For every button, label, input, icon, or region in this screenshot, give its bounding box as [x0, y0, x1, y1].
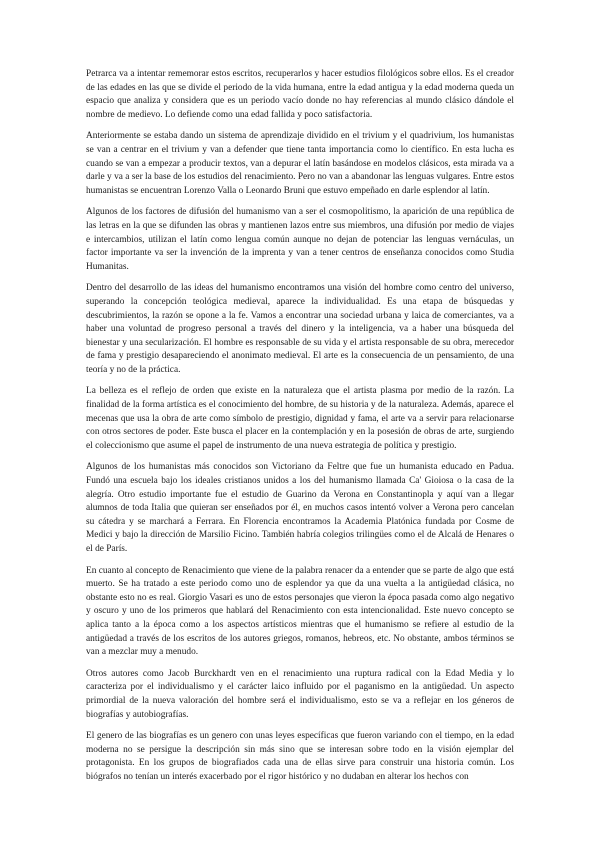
- paragraph-biografias: El genero de las biografías es un genero con unas leyes específicas que fueron variando con el tiempo, en la edad moderna no se persigue la descripción sin más sino que se interesan sobre todo en la visión ejemplar del protagonista. En los grupos de biografiados cada una de ellas sirve para construir una historia común. Los biógrafos no tenían un interés exacerbado por el rigor histórico y no dudaban en alterar los hechos con: [86, 731, 514, 782]
- paragraph-burckhardt: Otros autores como Jacob Burckhardt ven en el renacimiento una ruptura radical con la Edad Media y lo caracteriza por el individualismo y el carácter laico influido por el paganismo en la antigüedad. Un aspecto primordial de la nueva valoración del hombre será el individualismo, esto se va a reflejar en los géneros de biografías y autobiografías.: [86, 668, 514, 720]
- paragraph-belleza: La belleza es el reflejo de orden que existe en la naturaleza que el artista plasma por medio de la razón. La finalidad de la forma artística es el conocimiento del hombre, de su historia y de la naturaleza. Además, aparece el mecenas que usa la obra de arte como símbolo de prestigio, dignidad y fama, el arte va a servir para relacionarse con otros sectores de poder. Este busca el placer en la contemplación y en la posesión de obras de arte, surgiendo el coleccionismo que asume el papel de instrumento de una nueva estrategia de política y prestigio.: [86, 386, 514, 451]
- paragraph-renacimiento: En cuanto al concepto de Renacimiento que viene de la palabra renacer da a entender que se parte de algo que está muerto. Se ha tratado a este periodo como uno de esplendor ya que da una vuelta a la antigüedad clásica, no obstante esto no es real. Giorgio Vasari es uno de estos personajes que vieron la época pasada como algo negativo y oscuro y uno de los primeros que hablará del Renacimiento con esta intencionalidad. Este nuevo concepto se aplica tanto a la época como a los aspectos artísticos mientras que el humanismo se refiere al estudio de la antigüedad a través de los escritos de los autores griegos, romanos, hebreos, etc. No obstante, ambos términos se van a mezclar muy a menudo.: [86, 565, 514, 658]
- paragraph-humanistas: Algunos de los humanistas más conocidos son Victoriano da Feltre que fue un humanista educado en Padua. Fundó una escuela bajo los ideales cristianos unidos a los del humanismo llamada Ca' Gioiosa o la casa de la alegría. Otro estudio importante fue el estudio de Guarino da Verona en Constantinopla y aquí van a llegar alumnos de toda Italia que quieran ser enseñados por él, en muchos casos intentó volver a Verona pero cancelan su cátedra y se marchará a Ferrara. En Florencia encontramos la Academia Platónica fundada por Cosme de Medici y bajo la dirección de Marsilio Ficino. También habría colegios trilingües como el de Alcalá de Henares o el de París.: [86, 462, 514, 554]
- paragraph-trivium: Anteriormente se estaba dando un sistema de aprendizaje dividido en el trivium y el quadrivium, los humanistas se van a centrar en el trivium y van a defender que tiene tanta importancia como lo científico. En esta lucha es cuando se van a empezar a producir textos, van a depurar el latín basándose en modelos clásicos, esta mirada va a darle y va a ser la base de los estudios del renacimiento. Pero no van a abandonar las lenguas vulgares. Entre estos humanistas se encuentran Lorenzo Valla o Leonardo Bruni que estuvo empeñado en darle esplendor al latín.: [86, 131, 514, 196]
- paragraph-difusion: Algunos de los factores de difusión del humanismo van a ser el cosmopolitismo, la aparición de una república de las letras en la que se difunden las obras y mantienen lazos entre sus miembros, una difusión por medio de viajes e intercambios, utilizan el latín como lengua común aunque no dejan de potenciar las lenguas vernáculas, un factor importante va ser la invención de la imprenta y van a tener centros de enseñanza conocidos como Studia Humanitas.: [86, 207, 514, 272]
- document-body: [86, 68, 514, 793]
- paragraph-ideas-humanismo: Dentro del desarrollo de las ideas del humanismo encontramos una visión del hombre como centro del universo, superando la concepción teológica medieval, aparece la individualidad. Es una etapa de búsquedas y descubrimientos, la razón se opone a la fe. Vamos a encontrar una sociedad urbana y laica de comerciantes, va a haber una voluntad de progreso personal a través del dinero y la inteligencia, va a haber una búsqueda del bienestar y una secularización. El hombre es responsable de su vida y el artista responsable de su obra, merecedor de fama y prestigio desapareciendo el anonimato medieval. El arte es la consecuencia de un pensamiento, de una teoría y no de la práctica.: [86, 283, 514, 375]
- paragraph-petrarca: Petrarca va a intentar rememorar estos escritos, recuperarlos y hacer estudios filológicos sobre ellos. Es el creador de las edades en las que se divide el periodo de la vida humana, entre la edad antigua y la edad moderna queda un espacio que analiza y considera que es un periodo vacío donde no hay referencias al mundo clásico dándole el nombre de medievo. Lo defiende como una edad fallida y poco satisfactoria.: [86, 69, 514, 120]
